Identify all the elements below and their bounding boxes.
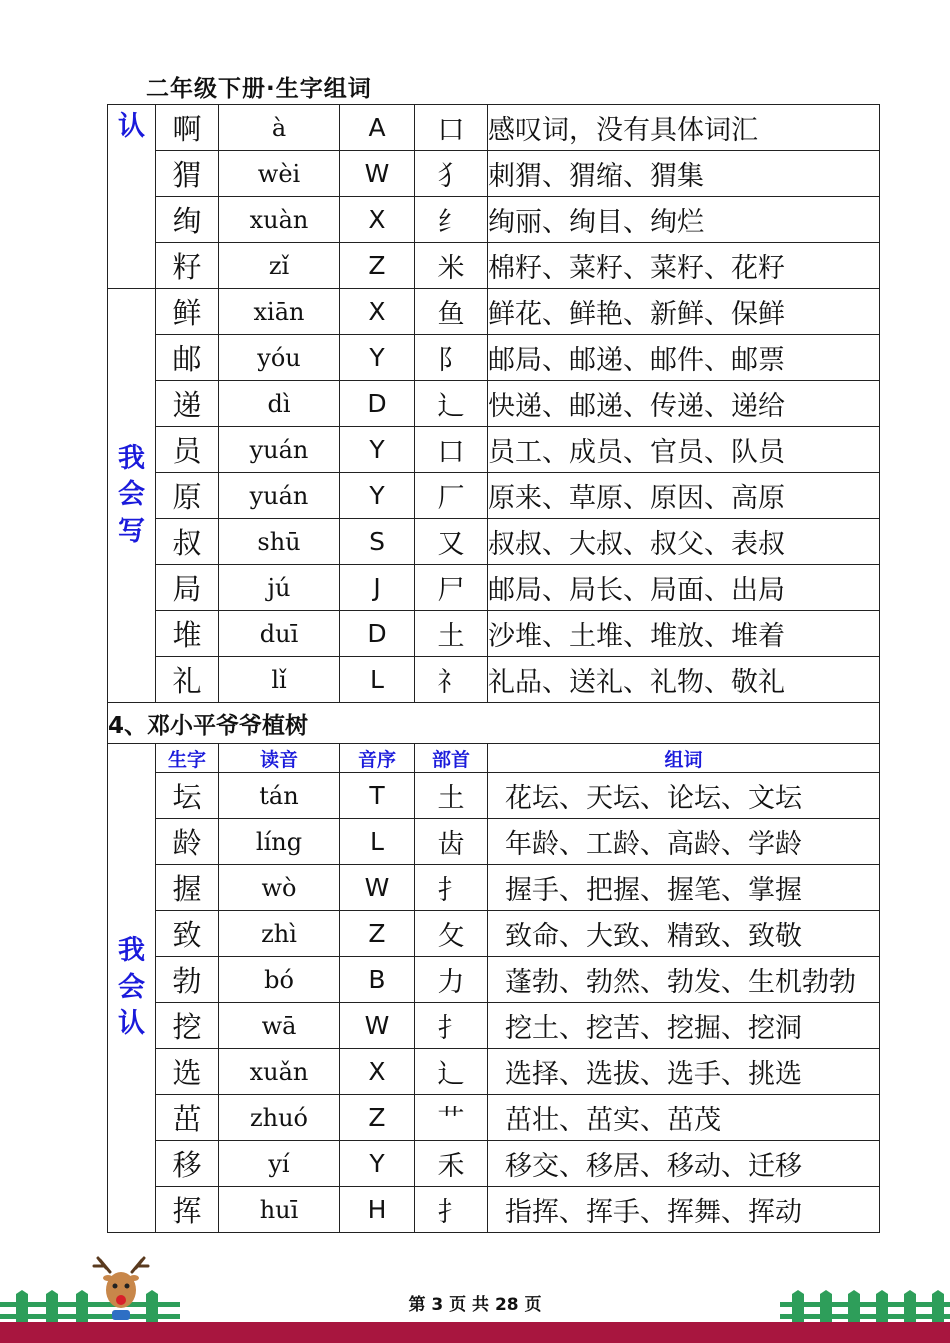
header-row (108, 744, 880, 773)
table-row (108, 1003, 880, 1049)
pinyin-cell: dì (219, 381, 340, 427)
words-cell: 年龄、工龄、高龄、学龄 (488, 819, 880, 865)
reindeer-icon (88, 1256, 154, 1322)
character-cell: 移 (156, 1141, 219, 1187)
radical-cell: 口 (415, 105, 488, 151)
words-cell: 指挥、挥手、挥舞、挥动 (488, 1187, 880, 1233)
group-label-char: 认 (118, 111, 145, 142)
pinyin-cell: bó (219, 957, 340, 1003)
phonetic-order-cell: Y (340, 427, 415, 473)
radical-cell: 厂 (415, 473, 488, 519)
character-cell: 坛 (156, 773, 219, 819)
column-header-order: 音序 (340, 744, 415, 773)
table-row (108, 151, 880, 197)
character-cell: 叔 (156, 519, 219, 565)
table-row (108, 773, 880, 819)
pinyin-cell: lǐ (219, 657, 340, 703)
table-row (108, 911, 880, 957)
pinyin-cell: wā (219, 1003, 340, 1049)
pinyin-cell: yí (219, 1141, 340, 1187)
vocabulary-table (107, 104, 880, 1233)
radical-cell: 禾 (415, 1141, 488, 1187)
column-header-pinyin: 读音 (219, 744, 340, 773)
column-header-radical: 部首 (415, 744, 488, 773)
pinyin-cell: zhuó (219, 1095, 340, 1141)
radical-cell: 鱼 (415, 289, 488, 335)
radical-cell: 纟 (415, 197, 488, 243)
pinyin-cell: zǐ (219, 243, 340, 289)
pinyin-cell: à (219, 105, 340, 151)
words-cell: 感叹词，没有具体词汇 (488, 105, 880, 151)
words-cell: 致命、大致、精致、致敬 (488, 911, 880, 957)
table-row (108, 1141, 880, 1187)
phonetic-order-cell: X (340, 197, 415, 243)
pinyin-cell: wò (219, 865, 340, 911)
character-cell: 挥 (156, 1187, 219, 1233)
radical-cell: 尸 (415, 565, 488, 611)
pinyin-cell: líng (219, 819, 340, 865)
table-row (108, 657, 880, 703)
table-row (108, 565, 880, 611)
table-row (108, 289, 880, 335)
character-cell: 局 (156, 565, 219, 611)
section-row (108, 703, 880, 744)
radical-cell: 礻 (415, 657, 488, 703)
pinyin-cell: yuán (219, 473, 340, 519)
pinyin-cell: zhì (219, 911, 340, 957)
document-title: 二年级下册·生字组词 (146, 76, 372, 102)
pinyin-cell: duī (219, 611, 340, 657)
words-cell: 棉籽、菜籽、菜籽、花籽 (488, 243, 880, 289)
radical-cell: 扌 (415, 1187, 488, 1233)
pinyin-cell: jú (219, 565, 340, 611)
radical-cell: 扌 (415, 865, 488, 911)
words-cell: 握手、把握、握笔、掌握 (488, 865, 880, 911)
radical-cell: 艹 (415, 1095, 488, 1141)
words-cell: 邮局、邮递、邮件、邮票 (488, 335, 880, 381)
phonetic-order-cell: Y (340, 335, 415, 381)
words-cell: 邮局、局长、局面、出局 (488, 565, 880, 611)
radical-cell: 力 (415, 957, 488, 1003)
group-label-char: 我 (118, 935, 145, 967)
words-cell: 快递、邮递、传递、递给 (488, 381, 880, 427)
radical-cell: 土 (415, 773, 488, 819)
pinyin-cell: yuán (219, 427, 340, 473)
phonetic-order-cell: B (340, 957, 415, 1003)
table-row (108, 865, 880, 911)
table-row (108, 957, 880, 1003)
radical-cell: 扌 (415, 1003, 488, 1049)
words-cell: 礼品、送礼、礼物、敬礼 (488, 657, 880, 703)
words-cell: 茁壮、茁实、茁茂 (488, 1095, 880, 1141)
character-cell: 礼 (156, 657, 219, 703)
phonetic-order-cell: J (340, 565, 415, 611)
words-cell: 蓬勃、勃然、勃发、生机勃勃 (488, 957, 880, 1003)
column-header-words: 组词 (488, 744, 880, 773)
pinyin-cell: xiān (219, 289, 340, 335)
radical-cell: 犭 (415, 151, 488, 197)
words-cell: 绚丽、绚目、绚烂 (488, 197, 880, 243)
character-cell: 猬 (156, 151, 219, 197)
words-cell: 叔叔、大叔、叔父、表叔 (488, 519, 880, 565)
radical-cell: 阝 (415, 335, 488, 381)
character-cell: 选 (156, 1049, 219, 1095)
table-row (108, 473, 880, 519)
page-number: 第 3 页 共 28 页 (408, 1295, 542, 1315)
words-cell: 花坛、天坛、论坛、文坛 (488, 773, 880, 819)
character-cell: 邮 (156, 335, 219, 381)
character-cell: 挖 (156, 1003, 219, 1049)
table-row (108, 427, 880, 473)
phonetic-order-cell: Z (340, 1095, 415, 1141)
group-label (108, 105, 156, 289)
phonetic-order-cell: Y (340, 473, 415, 519)
words-cell: 鲜花、鲜艳、新鲜、保鲜 (488, 289, 880, 335)
phonetic-order-cell: Z (340, 911, 415, 957)
phonetic-order-cell: W (340, 151, 415, 197)
radical-cell: 辶 (415, 381, 488, 427)
character-cell: 堆 (156, 611, 219, 657)
character-cell: 员 (156, 427, 219, 473)
character-cell: 啊 (156, 105, 219, 151)
phonetic-order-cell: X (340, 1049, 415, 1095)
pinyin-cell: wèi (219, 151, 340, 197)
words-cell: 挖土、挖苦、挖掘、挖洞 (488, 1003, 880, 1049)
character-cell: 握 (156, 865, 219, 911)
phonetic-order-cell: W (340, 1003, 415, 1049)
phonetic-order-cell: Y (340, 1141, 415, 1187)
words-cell: 员工、成员、官员、队员 (488, 427, 880, 473)
phonetic-order-cell: A (340, 105, 415, 151)
column-header-char: 生字 (156, 744, 219, 773)
table-row (108, 243, 880, 289)
radical-cell: 又 (415, 519, 488, 565)
table-row (108, 519, 880, 565)
table-row (108, 1049, 880, 1095)
footer-band (0, 1322, 950, 1343)
phonetic-order-cell: H (340, 1187, 415, 1233)
phonetic-order-cell: L (340, 819, 415, 865)
character-cell: 原 (156, 473, 219, 519)
radical-cell: 辶 (415, 1049, 488, 1095)
phonetic-order-cell: Z (340, 243, 415, 289)
character-cell: 勃 (156, 957, 219, 1003)
phonetic-order-cell: X (340, 289, 415, 335)
table-row (108, 381, 880, 427)
pinyin-cell: yóu (219, 335, 340, 381)
phonetic-order-cell: T (340, 773, 415, 819)
words-cell: 原来、草原、原因、高原 (488, 473, 880, 519)
words-cell: 选择、选拔、选手、挑选 (488, 1049, 880, 1095)
section-title: 4、邓小平爷爷植树 (108, 703, 880, 744)
pinyin-cell: xuàn (219, 197, 340, 243)
pinyin-cell: xuǎn (219, 1049, 340, 1095)
phonetic-order-cell: D (340, 611, 415, 657)
phonetic-order-cell: W (340, 865, 415, 911)
radical-cell: 齿 (415, 819, 488, 865)
phonetic-order-cell: S (340, 519, 415, 565)
pinyin-cell: huī (219, 1187, 340, 1233)
words-cell: 刺猬、猬缩、猬集 (488, 151, 880, 197)
fence-decoration-right (780, 1290, 950, 1326)
character-cell: 鲜 (156, 289, 219, 335)
group-label-char: 认 (118, 1008, 145, 1040)
phonetic-order-cell: D (340, 381, 415, 427)
character-cell: 致 (156, 911, 219, 957)
radical-cell: 攵 (415, 911, 488, 957)
words-cell: 沙堆、土堆、堆放、堆着 (488, 611, 880, 657)
group-label (108, 289, 156, 703)
phonetic-order-cell: L (340, 657, 415, 703)
character-cell: 籽 (156, 243, 219, 289)
group-label-char: 会 (118, 971, 145, 1003)
character-cell: 绚 (156, 197, 219, 243)
radical-cell: 口 (415, 427, 488, 473)
table-row (108, 1187, 880, 1233)
character-cell: 龄 (156, 819, 219, 865)
pinyin-cell: tán (219, 773, 340, 819)
header-blank (108, 744, 156, 1233)
group-label-char: 写 (118, 515, 145, 547)
words-cell: 移交、移居、移动、迁移 (488, 1141, 880, 1187)
group-label-char: 会 (118, 479, 145, 511)
table-row (108, 105, 880, 151)
table-row (108, 335, 880, 381)
table-row (108, 611, 880, 657)
character-cell: 递 (156, 381, 219, 427)
table-row (108, 819, 880, 865)
group-label-char: 我 (118, 442, 145, 474)
table-row (108, 197, 880, 243)
radical-cell: 米 (415, 243, 488, 289)
radical-cell: 土 (415, 611, 488, 657)
pinyin-cell: shū (219, 519, 340, 565)
character-cell: 茁 (156, 1095, 219, 1141)
table-row (108, 1095, 880, 1141)
